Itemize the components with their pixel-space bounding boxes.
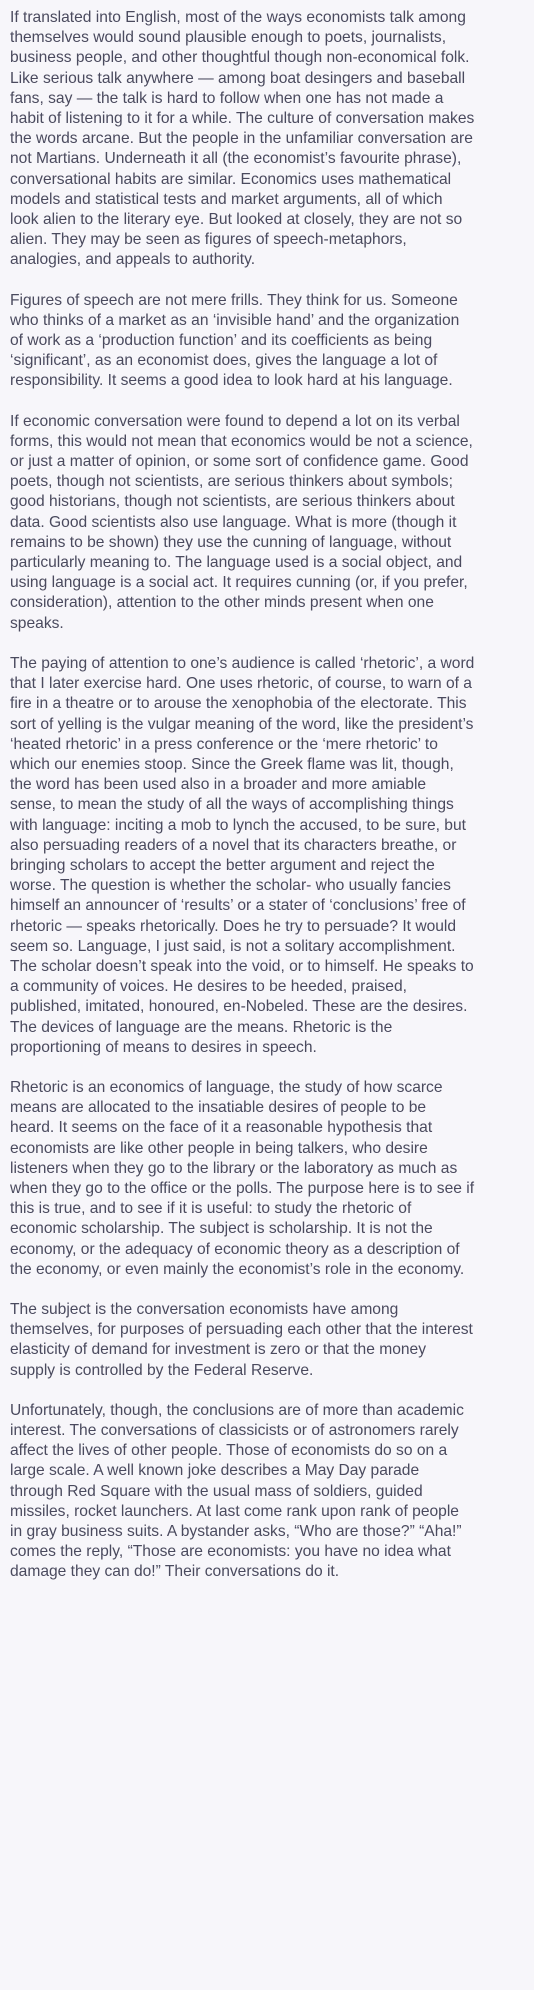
paragraph-6: The subject is the conversation economists have among themselves, for purposes of persuading each other that the interest elasticity of demand for investment is zero or that the money supply is controlled by the Federal Reserve. xyxy=(10,1300,473,1379)
paragraph-2: Figures of speech are not mere frills. They think for us. Someone who thinks of a market as an ‘invisible hand’ and the organization of work as a ‘production function’ and its coefficients as being ‘significant’, as an economist does, gives the language a lot of responsibility. It seems a good idea to look hard at his language. xyxy=(10,291,460,390)
paragraph-1: If translated into English, most of the ways economists talk among themselves would sound plausible enough to poets, journalists, business people, and other thoughtful though non-economical folk. Like serious talk anywhere — among boat desingers and baseball fans, say — the talk is hard to follow when one has not made a habit of listening to it for a while. The culture of conversation makes the words arcane. But the people in the unfamiliar conversation are not Martians. Underneath it all (the economist’s favourite phrase), conversational habits are similar. Economics uses mathematical models and statistical tests and market arguments, all of which look alien to the literary eye. But looked at closely, they are not so alien. They may be seen as figures of speech-metaphors, analogies, and appeals to authority. xyxy=(10,9,475,269)
paragraph-7: Unfortunately, though, the conclusions are of more than academic interest. The conversations of classicists or of astronomers rarely affect the lives of other people. Those of economists do so on a large scale. A well known joke describes a May Day parade through Red Square with the usual mass of soldiers, guided missiles, rocket launchers. At last come rank upon rank of people in gray business suits. A bystander asks, “Who are those?” “Aha!” comes the reply, “Those are economists: you have no idea what damage they can do!” Their conversations do it. xyxy=(10,1401,464,1581)
paragraph-3: If economic conversation were found to depend a lot on its verbal forms, this would not mean that economics would be not a science, or just a matter of opinion, or some sort of confidence game. Good poets, though not scientists, are serious thinkers about symbols; good historians, though not scientists, are serious thinkers about data. Good scientists also use language. What is more (though it remains to be shown) they use the cunning of language, without particularly meaning to. The language used is a social object, and using language is a social act. It requires cunning (or, if you prefer, consideration), attention to the other minds present when one speaks. xyxy=(10,412,473,632)
paragraph-5: Rhetoric is an economics of language, the study of how scarce means are allocated to the insatiable desires of people to be heard. It seems on the face of it a reasonable hypothesis that economists are like other people in being talkers, who desire listeners when they go to the library or the laboratory as much as when they go to the office or the polls. The purpose here is to see if this is true, and to see if it is useful: to study the rhetoric of economic scholarship. The subject is scholarship. It is not the economy, or the adequacy of economic theory as a description of the economy, or even mainly the economist’s role in the economy. xyxy=(10,1078,475,1278)
paragraph-4: The paying of attention to one’s audience is called ‘rhetoric’, a word that I later exercise hard. One uses rhetoric, of course, to warn of a fire in a theatre or to arouse the xenophobia of the electorate. This sort of yelling is the vulgar meaning of the word, like the president’s ‘heated rhetoric’ in a press conference or the ‘mere rhetoric’ to which our enemies stoop. Since the Greek flame was lit, though, the word has been used also in a broader and more amiable sense, to mean the study of all the ways of accomplishing things with language: inciting a mob to lynch the accused, to be sure, but also persuading readers of a novel that its characters breathe, or bringing scholars to accept the better argument and reject the worse. The question is whether the scholar- who usually fancies himself an announcer of ‘results’ or a stater of ‘conclusions’ free of rhetoric — speaks rhetorically. Does he try to persuade? It would seem so. Language, I just said, is not a solitary accomplishment. The scholar doesn’t speak into the void, or to himself. He speaks to a community of voices. He desires to be heeded, praised, published, imitated, honoured, en-Nobeled. These are the desires. The devices of language are the means. Rhetoric is the proportioning of means to desires in speech. xyxy=(10,654,475,1056)
